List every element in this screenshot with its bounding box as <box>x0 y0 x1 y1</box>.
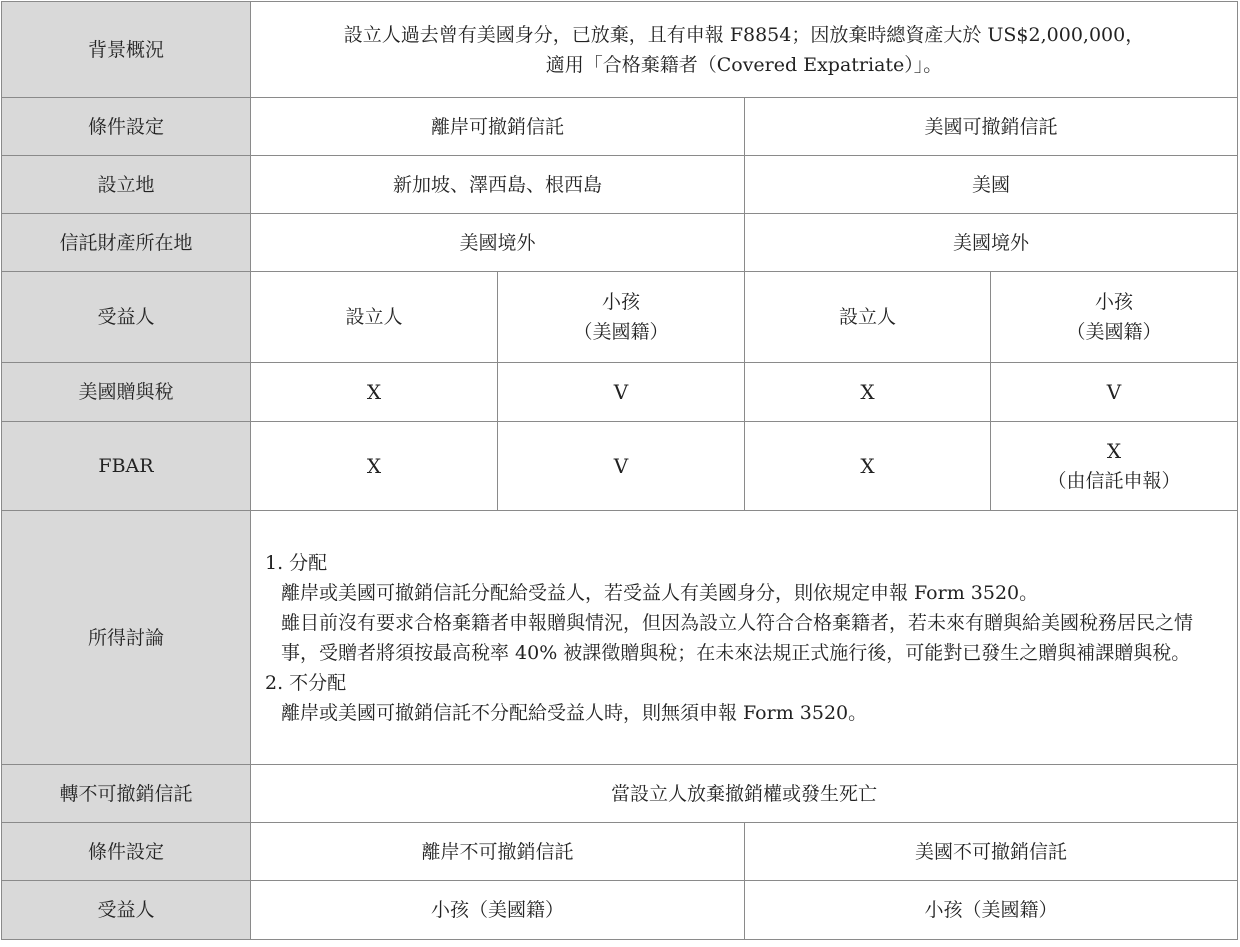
us-child <box>991 272 1238 363</box>
background-line-1: 設立人過去曾有美國身分，已放棄，且有申報 F8854；因放棄時總資產大於 US$2,000,000， <box>343 23 1145 46</box>
beneficiary2-label: 受益人 <box>2 881 251 940</box>
jurisdiction-row <box>2 156 1238 214</box>
background-label: 背景概況 <box>2 2 251 98</box>
convert-row <box>2 765 1238 823</box>
background-line-2: 適用「合格棄籍者（Covered Expatriate）」。 <box>545 53 943 76</box>
us-settlor: 設立人 <box>745 272 991 363</box>
income-label: 所得討論 <box>2 511 251 765</box>
fbar-offshore-child: V <box>498 422 745 511</box>
us-irrevocable-beneficiary: 小孩（美國籍） <box>745 881 1238 940</box>
background-text <box>251 2 1238 98</box>
trust-comparison-table <box>1 1 1238 940</box>
beneficiary-label: 受益人 <box>2 272 251 363</box>
convert-value: 當設立人放棄撤銷權或發生死亡 <box>251 765 1238 823</box>
gift-tax-label: 美國贈與稅 <box>2 363 251 422</box>
conditions2-label: 條件設定 <box>2 823 251 881</box>
offshore-irrevocable-beneficiary: 小孩（美國籍） <box>251 881 745 940</box>
us-asset-location: 美國境外 <box>745 214 1238 272</box>
convert-label: 轉不可撤銷信託 <box>2 765 251 823</box>
conditions2-row <box>2 823 1238 881</box>
conditions-label: 條件設定 <box>2 98 251 156</box>
asset-location-row <box>2 214 1238 272</box>
distribution-heading: 1. 分配 <box>265 551 328 574</box>
gift-tax-us-settlor: X <box>745 363 991 422</box>
offshore-revocable-trust: 離岸可撤銷信託 <box>251 98 745 156</box>
offshore-child <box>498 272 745 363</box>
offshore-child-line-2: （美國籍） <box>573 321 669 343</box>
beneficiary2-row <box>2 881 1238 940</box>
us-child-line-2: （美國籍） <box>1066 321 1162 343</box>
us-irrevocable-trust: 美國不可撤銷信託 <box>745 823 1238 881</box>
fbar-label: FBAR <box>2 422 251 511</box>
offshore-settlor: 設立人 <box>251 272 498 363</box>
asset-location-label: 信託財產所在地 <box>2 214 251 272</box>
conditions-row <box>2 98 1238 156</box>
offshore-child-line-1: 小孩 <box>601 291 640 313</box>
offshore-asset-location: 美國境外 <box>251 214 745 272</box>
fbar-us-child <box>991 422 1238 511</box>
income-row <box>2 511 1238 765</box>
us-jurisdiction: 美國 <box>745 156 1238 214</box>
fbar-us-child-mark: X <box>1106 439 1122 463</box>
fbar-offshore-settlor: X <box>251 422 498 511</box>
fbar-us-child-note: （由信託申報） <box>1047 470 1181 492</box>
distribution-paragraph-1: 離岸或美國可撤銷信託分配給受益人，若受益人有美國身分，則依規定申報 Form 3520。 <box>281 581 1039 604</box>
gift-tax-offshore-child: V <box>498 363 745 422</box>
fbar-row <box>2 422 1238 511</box>
gift-tax-row <box>2 363 1238 422</box>
offshore-jurisdiction: 新加坡、澤西島、根西島 <box>251 156 745 214</box>
non-distribution-heading: 2. 不分配 <box>265 671 347 694</box>
offshore-irrevocable-trust: 離岸不可撤銷信託 <box>251 823 745 881</box>
distribution-paragraph-2: 雖目前沒有要求合格棄籍者申報贈與情況，但因為設立人符合合格棄籍者，若未來有贈與給美國稅務居民之情事，受贈者將須按最高稅率 40% 被課徵贈與稅；在未來法規正式施行後，可能對已發生之贈與補課贈與稅。 <box>281 611 1194 664</box>
income-discussion <box>251 511 1238 765</box>
background-row <box>2 2 1238 98</box>
non-distribution-paragraph: 離岸或美國可撤銷信託不分配給受益人時，則無須申報 Form 3520。 <box>281 701 868 724</box>
gift-tax-offshore-settlor: X <box>251 363 498 422</box>
fbar-us-settlor: X <box>745 422 991 511</box>
us-revocable-trust: 美國可撤銷信託 <box>745 98 1238 156</box>
jurisdiction-label: 設立地 <box>2 156 251 214</box>
beneficiary-row <box>2 272 1238 363</box>
us-child-line-1: 小孩 <box>1094 291 1133 313</box>
gift-tax-us-child: V <box>991 363 1238 422</box>
